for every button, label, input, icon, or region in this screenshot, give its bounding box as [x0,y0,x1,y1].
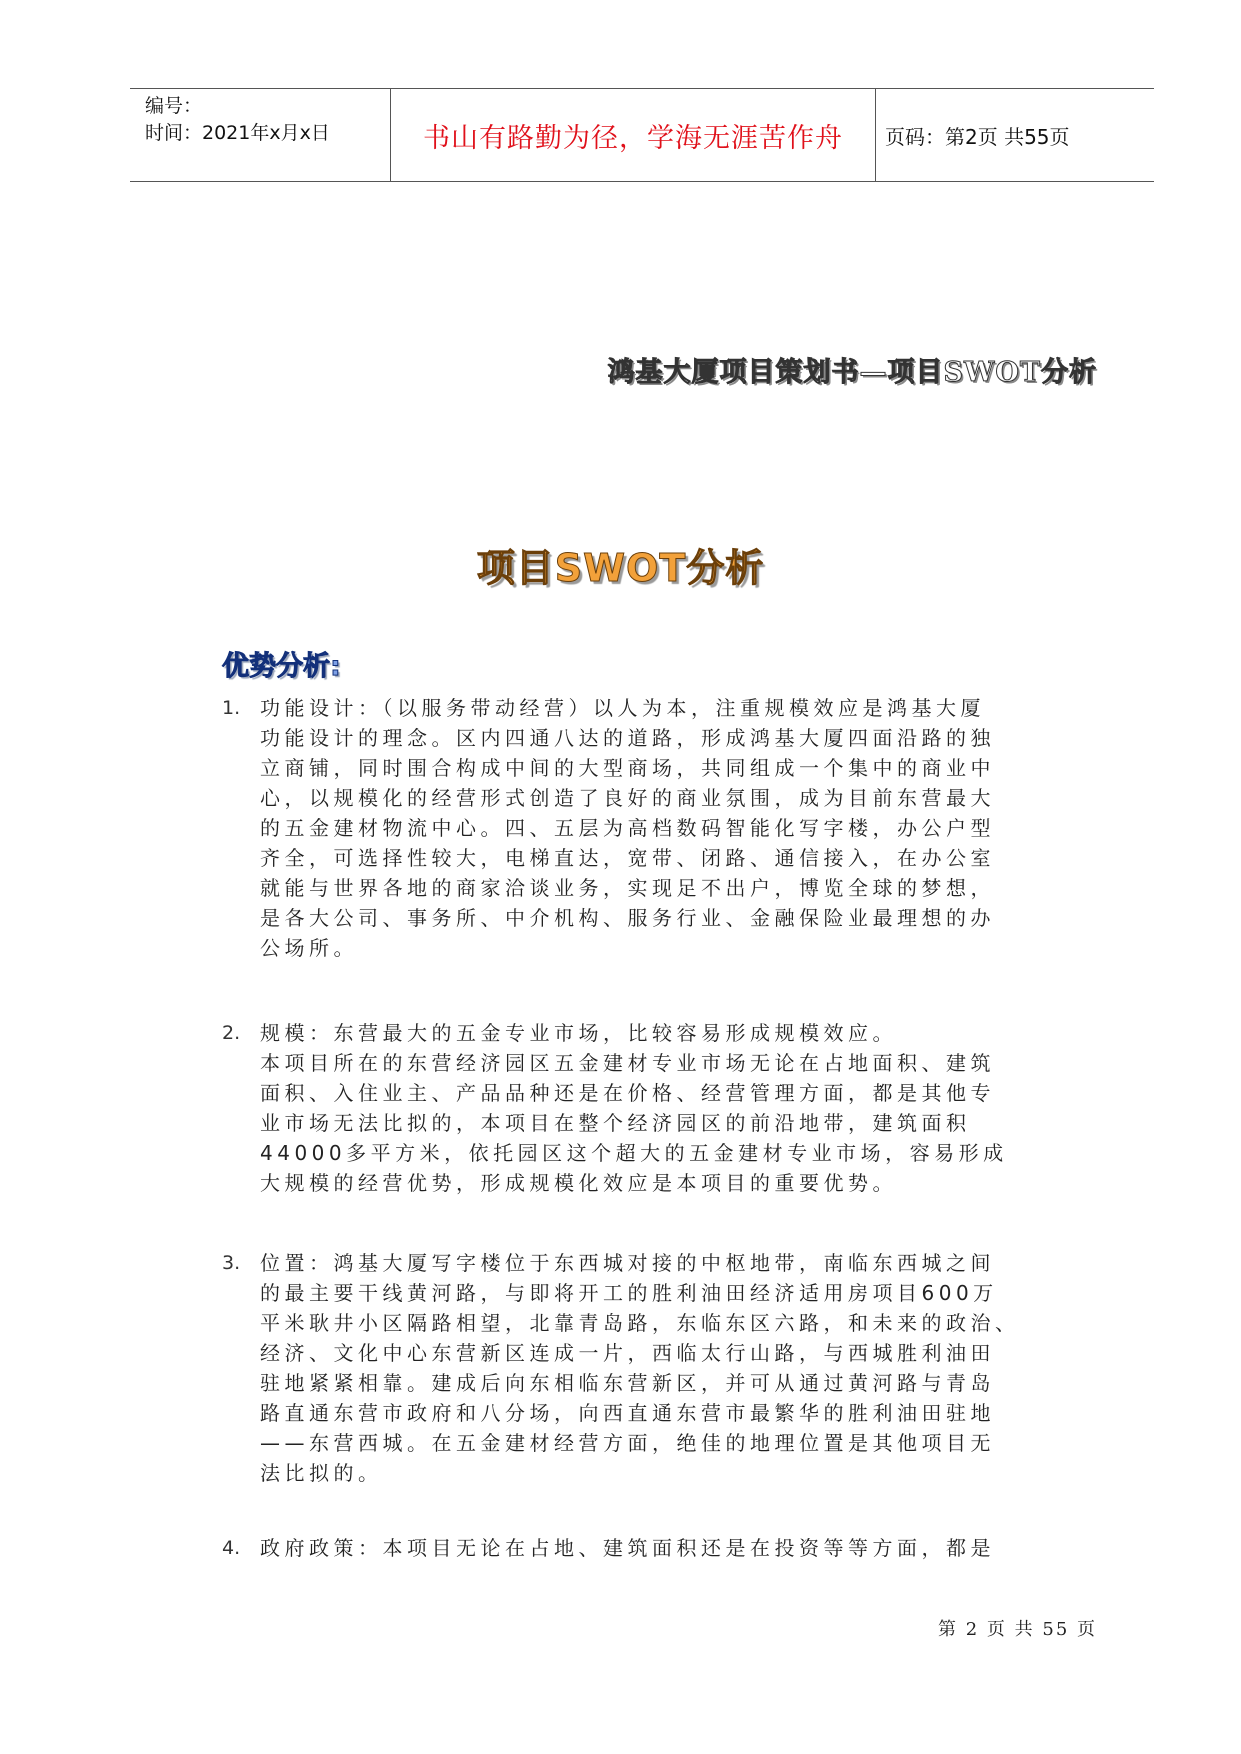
item-line: 平米耿井小区隔路相望，北靠青岛路，东临东区六路，和未来的政治、 [260,1311,1020,1335]
header-page-label: 页码：第2页 共55页 [885,124,1070,149]
item-line: 立商铺，同时围合构成中间的大型商场，共同组成一个集中的商业中 [260,756,995,780]
page-header [130,88,1154,182]
item-line: 的五金建材物流中心。四、五层为高档数码智能化写字楼，办公户型 [260,816,995,840]
header-divider [390,89,391,181]
item-line: 功能设计的理念。区内四通八达的道路，形成鸿基大厦四面沿路的独 [260,726,995,750]
item-number: 2. [222,1022,241,1044]
item-line: 就能与世界各地的商家洽谈业务，实现足不出户，博览全球的梦想， [260,876,995,900]
item-line: 是各大公司、事务所、中介机构、服务行业、金融保险业最理想的办 [260,906,995,930]
item-line: 政府政策：本项目无论在占地、建筑面积还是在投资等等方面，都是 [260,1536,995,1560]
item-number: 3. [222,1252,241,1274]
item-body [260,693,1102,963]
item-line: 心，以规模化的经营形式创造了良好的商业氛围，成为目前东营最大 [260,786,995,810]
item-line: 大规模的经营优势，形成规模化效应是本项目的重要优势。 [260,1171,897,1195]
page-title: 项目SWOT分析 [476,546,765,590]
page-footer: 第 2 页 共 55 页 [938,1619,1097,1640]
item-line: 经济、文化中心东营新区连成一片，西临太行山路，与西城胜利油田 [260,1341,995,1365]
item-line: 面积、入住业主、产品品种还是在价格、经营管理方面，都是其他专 [260,1081,995,1105]
item-number: 4. [222,1537,241,1559]
item-line: 公场所。 [260,936,358,960]
header-divider [875,89,876,181]
item-line: 44000多平方米，依托园区这个超大的五金建材专业市场，容易形成 [260,1141,1008,1165]
item-line: 本项目所在的东营经济园区五金建材专业市场无论在占地面积、建筑 [260,1051,995,1075]
item-line: 业市场无法比拟的，本项目在整个经济园区的前沿地带，建筑面积 [260,1111,971,1135]
item-body [260,1248,1102,1488]
item-line: 的最主要干线黄河路，与即将开工的胜利油田经济适用房项目600万 [260,1281,998,1305]
number-label: 编号： [145,95,203,117]
item-number: 1. [222,697,241,719]
item-line: ——东营西城。在五金建材经营方面，绝佳的地理位置是其他项目无 [260,1431,995,1455]
item-line: 位置：鸿基大厦写字楼位于东西城对接的中枢地带，南临东西城之间 [260,1251,995,1275]
item-line: 齐全，可选择性较大，电梯直达，宽带、闭路、通信接入，在办公室 [260,846,995,870]
section-heading: 优势分析: [222,651,341,682]
item-line: 法比拟的。 [260,1461,383,1485]
document-subtitle: 鸿基大厦项目策划书—项目SWOT分析 [607,357,1097,388]
item-line: 规模：东营最大的五金专业市场，比较容易形成规模效应。 [260,1021,897,1045]
time-label: 时间：2021年x月x日 [145,122,330,144]
item-line: 功能设计：（以服务带动经营）以人为本，注重规模效应是鸿基大厦 [260,696,985,720]
item-body [260,1018,1102,1198]
item-body [260,1533,1102,1563]
item-line: 路直通东营市政府和八分场，向西直通东营市最繁华的胜利油田驻地 [260,1401,995,1425]
item-line: 驻地紧紧相靠。建成后向东相临东营新区，并可从通过黄河路与青岛 [260,1371,995,1395]
header-motto: 书山有路勤为径，学海无涯苦作舟 [423,122,843,154]
header-meta [145,93,330,147]
